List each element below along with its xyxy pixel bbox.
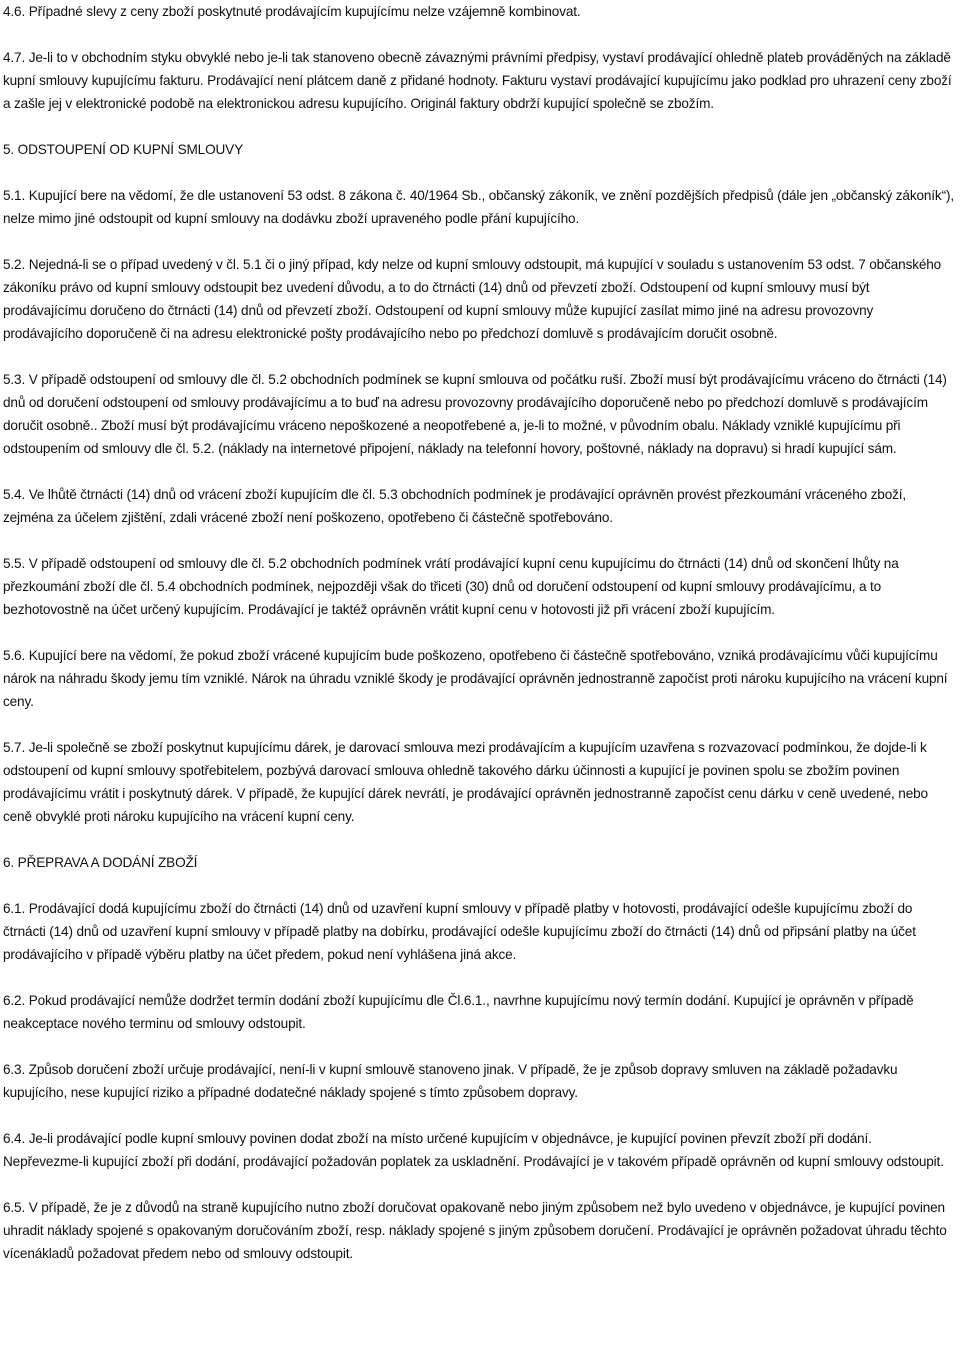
paragraph-gap <box>3 966 954 989</box>
clause-6-3: 6.3. Způsob doručení zboží určuje prodávající, není-li v kupní smlouvě stanoveno jinak. V případě, že je způsob dopravy smluven na základě požadavku kupujícího, nese kupující riziko a případné dodatečné náklady spojené s tímto způsobem dopravy. <box>3 1062 898 1100</box>
clause-5-3: 5.3. V případě odstoupení od smlouvy dle čl. 5.2 obchodních podmínek se kupní smlouva od počátku ruší. Zboží musí být prodávajícímu vráceno do čtrnácti (14) dnů od doručení odstoupení od smlouvy prodávajícímu a to buď na adresu provozovny prodávajícího doporučeně nebo po předchozí domluvě s prodávajícím doručit osobně.. Zboží musí být prodávajícímu vráceno nepoškozené a neopotřebené a, je-li to možné, v původním obalu. Náklady vzniklé kupujícímu při odstoupením od smlouvy dle čl. 5.2. (náklady na internetové připojení, náklady na telefonní hovory, poštovné, náklady na dopravu) si hradí kupující sám. <box>3 372 947 456</box>
clause-5-2: 5.2. Nejedná-li se o případ uvedený v čl. 5.1 či o jiný případ, kdy nelze od kupní smlouvy odstoupit, má kupující v souladu s ustanovením 53 odst. 7 občanského zákoníku právo od kupní smlouvy odstoupit bez uvedení důvodu, a to do čtrnácti (14) dnů od převzetí zboží. Odstoupení od kupní smlouvy musí být prodávajícímu doručeno do čtrnácti (14) dnů od převzetí zboží. Odstoupení od kupní smlouvy může kupující zasílat mimo jiné na adresu provozovny prodávajícího doporučeně či na adresu elektronické pošty prodávajícího nebo po předchozí domluvě s prodávajícím doručit osobně. <box>3 257 942 341</box>
paragraph-gap <box>3 1173 954 1196</box>
paragraph-gap <box>3 828 954 851</box>
paragraph-gap <box>3 1035 954 1058</box>
clause-6-5: 6.5. V případě, že je z důvodů na straně kupujícího nutno zboží doručovat opakovaně nebo jiným způsobem než bylo uvedeno v objednávce, je kupující povinen uhradit náklady spojené s opakovaným doručováním zboží, resp. náklady spojené s jiným způsobem doručení. Prodávající je oprávněn požadovat úhradu těchto vícenákladů požadovat předem nebo od smlouvy odstoupit. <box>3 1200 947 1261</box>
clause-5-7: 5.7. Je-li společně se zboží poskytnut kupujícímu dárek, je darovací smlouva mezi prodávajícím a kupujícím uzavřena s rozvazovací podmínkou, že dojde-li k odstoupení od kupní smlouvy spotřebitelem, pozbývá darovací smlouva ohledně takového dárku účinnosti a kupující je povinen spolu se zbožím povinen prodávajícímu vrátit i poskytnutý dárek. V případě, že kupující dárek nevrátí, je prodávající oprávněn jednostranně započíst cenu dárku v ceně uvedené, nebo ceně obvyklé proti nároku kupujícího na vrácení kupní ceny. <box>3 740 928 824</box>
paragraph-gap <box>3 621 954 644</box>
clause-4-6: 4.6. Případné slevy z ceny zboží poskytnuté prodávajícím kupujícímu nelze vzájemně kombinovat. <box>3 4 581 19</box>
paragraph-gap <box>3 23 954 46</box>
paragraph-gap <box>3 115 954 138</box>
paragraph-gap <box>3 529 954 552</box>
clause-5-1: 5.1. Kupující bere na vědomí, že dle ustanovení 53 odst. 8 zákona č. 40/1964 Sb., občanský zákoník, ve znění pozdějších předpisů (dále jen „občanský zákoník“), nelze mimo jiné odstoupit od kupní smlouvy na dodávku zboží upraveného podle přání kupujícího. <box>3 188 954 226</box>
clause-5-5: 5.5. V případě odstoupení od smlouvy dle čl. 5.2 obchodních podmínek vrátí prodávající kupní cenu kupujícímu do čtrnácti (14) dnů od skončení lhůty na přezkoumání zboží dle čl. 5.4 obchodních podmínek, nejpozději však do třiceti (30) dnů od doručení odstoupení od kupní smlouvy prodávajícímu, a to bezhotovostně na účet určený kupujícím. Prodávající je taktéž oprávněn vrátit kupní cenu v hotovosti již při vrácení zboží kupujícím. <box>3 556 899 617</box>
paragraph-gap <box>3 230 954 253</box>
paragraph-gap <box>3 460 954 483</box>
clause-6-1: 6.1. Prodávající dodá kupujícímu zboží do čtrnácti (14) dnů od uzavření kupní smlouvy v případě platby v hotovosti, prodávající odešle kupujícímu zboží do čtrnácti (14) dnů od uzavření kupní smlouvy v případě platby na dobírku, prodávající odešle kupujícímu zboží do čtrnácti (14) dnů od připsání platby na účet prodávajícího v případě výběru platby na účet předem, pokud není vyhlášena jiná akce. <box>3 901 916 962</box>
paragraph-gap <box>3 345 954 368</box>
clause-5-4: 5.4. Ve lhůtě čtrnácti (14) dnů od vrácení zboží kupujícím dle čl. 5.3 obchodních podmínek je prodávající oprávněn provést přezkoumání vráceného zboží, zejména za účelem zjištění, zdali vrácené zboží není poškozeno, opotřebeno či částečně spotřebováno. <box>3 487 907 525</box>
paragraph-gap <box>3 161 954 184</box>
clause-6-4: 6.4. Je-li prodávající podle kupní smlouvy povinen dodat zboží na místo určené kupujícím v objednávce, je kupující povinen převzít zboží při dodání. Nepřevezme-li kupující zboží při dodání, prodávající požadován poplatek za uskladnění. Prodávající je v takovém případě oprávněn od kupní smlouvy odstoupit. <box>3 1131 944 1169</box>
clause-5-6: 5.6. Kupující bere na vědomí, že pokud zboží vrácené kupujícím bude poškozeno, opotřebeno či částečně spotřebováno, vzniká prodávajícímu vůči kupujícímu nárok na náhradu škody jemu tím vzniklé. Nárok na úhradu vzniklé škody je prodávající oprávněn jednostranně započíst proti nároku kupujícího na vrácení kupní ceny. <box>3 648 948 709</box>
paragraph-gap <box>3 1104 954 1127</box>
section-heading-6: 6. PŘEPRAVA A DODÁNÍ ZBOŽÍ <box>3 855 198 870</box>
clause-4-7: 4.7. Je-li to v obchodním styku obvyklé nebo je-li tak stanoveno obecně závaznými právními předpisy, vystaví prodávající ohledně plateb prováděných na základě kupní smlouvy kupujícímu fakturu. Prodávající není plátcem daně z přidané hodnoty. Fakturu vystaví prodávající kupujícímu jako podklad pro uhrazení ceny zboží a zašle jej v elektronické podobě na elektronickou adresu kupujícího. Originál faktury obdrží kupující společně se zbožím. <box>3 50 952 111</box>
paragraph-gap <box>3 713 954 736</box>
paragraph-gap <box>3 874 954 897</box>
section-heading-5: 5. ODSTOUPENÍ OD KUPNÍ SMLOUVY <box>3 142 243 157</box>
clause-6-2: 6.2. Pokud prodávající nemůže dodržet termín dodání zboží kupujícímu dle Čl.6.1., navrhne kupujícímu nový termín dodání. Kupující je oprávněn v případě neakceptace nového terminu od smlouvy odstoupit. <box>3 993 914 1031</box>
